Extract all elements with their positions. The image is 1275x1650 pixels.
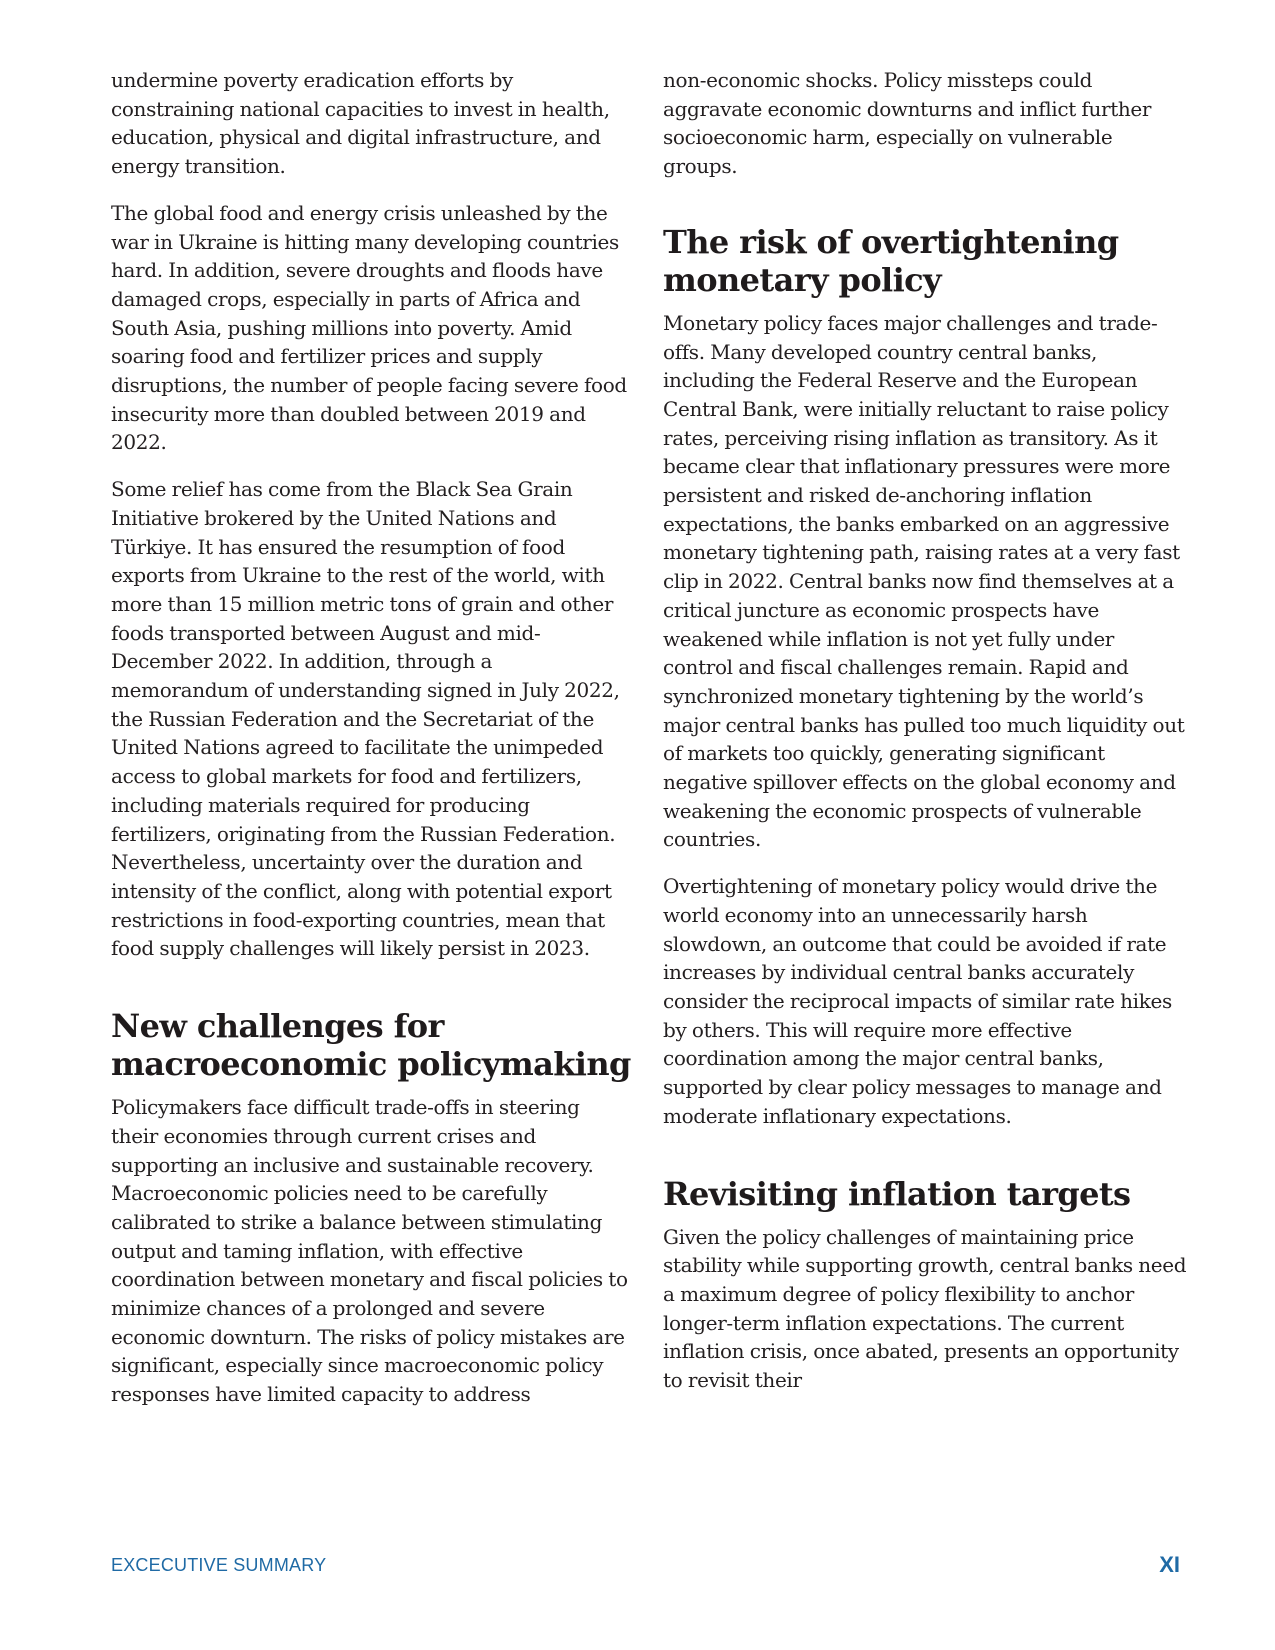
left-column [111,66,631,1427]
paragraph: non-economic shocks. Policy missteps could aggravate economic downturns and inflict further socioeconomic harm, especially on vulnerable groups. [663,68,1152,179]
paragraph: Monetary policy faces major challenges and trade-offs. Many developed country central banks, including the Federal Reserve and the European Central Bank, were initially reluctant to raise policy rates, perceiving rising inflation as transitory. As it became clear that inflationary pressures were more persistent and risked de-anchoring inflation expectations, the banks embarked on an aggressive monetary tightening path, raising rates at a very fast clip in 2022. Central banks now find themselves at a critical juncture as economic prospects have weakened while inflation is not yet fully under control and fiscal challenges remain. Rapid and synchronized monetary tightening by the world’s major central banks has pulled too much liquidity out of markets too quickly, generating significant negative spillover effects on the global economy and weakening the economic prospects of vulnerable countries. [663,310,1185,852]
section-heading: Revisiting inflation targets [663,1174,1131,1213]
paragraph: Policymakers face difficult trade-offs in steering their economies through current crises and supporting an inclusive and sustainable recovery. Macroeconomic policies need to be carefully calibrated to strike a balance between stimulating output and taming inflation, with effective coordination between monetary and fiscal policies to minimize chances of a prolonged and severe economic downturn. The risks of policy mistakes are significant, especially since macroeconomic policy responses have limited capacity to address [111,1095,628,1407]
page-number: XI [1159,1552,1180,1577]
footer-section-label: EXCECUTIVE SUMMARY [111,1555,327,1575]
paragraph: The global food and energy crisis unleashed by the war in Ukraine is hitting many developing countries hard. In addition, severe droughts and floods have damaged crops, especially in parts of Africa and South Asia, pushing millions into poverty. Amid soaring food and fertilizer prices and supply disruptions, the number of people facing severe food insecurity more than doubled between 2019 and 2022. [111,200,627,455]
section-heading: New challenges for macroeconomic policymaking [111,1007,631,1084]
paragraph: Some relief has come from the Black Sea Grain Initiative brokered by the United Nations and Türkiye. It has ensured the resumption of food exports from Ukraine to the rest of the world, with more than 15 million metric tons of grain and other foods transported between August and mid-December 2022. In addition, through a memorandum of understanding signed in July 2022, the Russian Federation and the Secretariat of the United Nations agreed to facilitate the unimpeded access to global markets for food and fertilizers, including materials required for producing fertilizers, originating from the Russian Federation. Nevertheless, uncertainty over the duration and intensity of the conflict, along with potential export restrictions in food-exporting countries, mean that food supply challenges will likely persist in 2023. [111,477,620,961]
paragraph: undermine poverty eradication efforts by constraining national capacities to invest in health, education, physical and digital infrastructure, and energy transition. [111,68,610,179]
section-heading: The risk of overtightening monetary policy [663,222,1119,299]
paragraph: Given the policy challenges of maintaining price stability while supporting growth, central banks need a maximum degree of policy flexibility to anchor longer-term inflation expectations. The current inflation crisis, once abated, presents an opportunity to revisit their [663,1224,1187,1393]
paragraph: Overtightening of monetary policy would drive the world economy into an unnecessarily harsh slowdown, an outcome that could be avoided if rate increases by individual central banks accurately consider the reciprocal impacts of similar rate hikes by others. This will require more effective coordination among the major central banks, supported by clear policy messages to manage and moderate inflationary expectations. [663,874,1172,1128]
page-footer [111,1545,1180,1575]
right-column [663,66,1188,1413]
